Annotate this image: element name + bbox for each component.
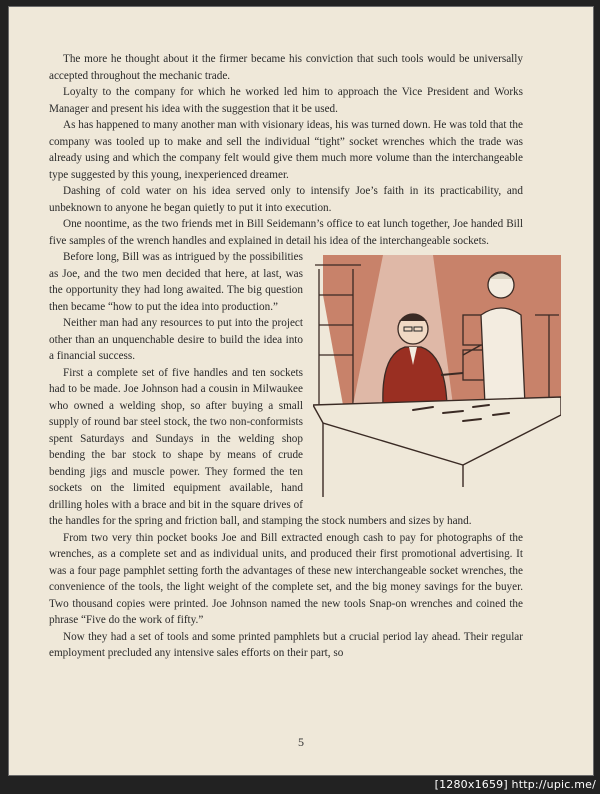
body-text	[49, 51, 523, 662]
paragraph-3: As has happened to many another man with visionary ideas, his was turned down. He was told that the company was tooled up to make and sell the individual “tight” socket wrenches which the trade was already using and which the company felt would give them much more volume than the interchangeable type suggested by this young, inexperienced dreamer.	[49, 119, 523, 181]
paragraph-5: One noontime, as the two friends met in Bill Seidemann’s office to eat lunch together, Joe handed Bill five samples of the wrench handles and explained in detail his idea of the interchangeable sockets.	[49, 218, 523, 247]
paragraph-4: Dashing of cold water on his idea served only to intensify Joe’s faith in its practicability, and unbeknown to anyone he began quietly to put it into execution.	[49, 185, 523, 214]
paragraph-1: The more he thought about it the firmer became his conviction that such tools would be universally accepted throughout the mechanic trade.	[49, 53, 523, 82]
paragraph-2: Loyalty to the company for which he worked led him to approach the Vice President and Works Manager and present his idea with the suggestion that it be used.	[49, 86, 523, 115]
book-page	[8, 6, 594, 776]
page-number: 5	[298, 735, 304, 749]
paragraph-10: Now they had a set of tools and some printed pamphlets but a crucial period lay ahead. Their regular employment precluded any intensive sales efforts on their part, so	[49, 630, 523, 659]
paragraph-6: Before long, Bill was as intrigued by the possibilities as Joe, and the two men decided that here, at last, was the opportunity they had long awaited. The big question then became “how to put the idea into production.”	[49, 251, 303, 313]
illustration-svg	[313, 255, 561, 497]
paragraph-7: Neither man had any resources to put into the project other than an unquenchable desire to build the idea into a financial success.	[49, 317, 303, 362]
paragraph-8: First a complete set of five handles and ten sockets had to be made. Joe Johnson had a cousin in Milwaukee who owned a welding shop, so after buying a small supply of round bar steel stock, the two non-conformists spent Saturdays and Sundays in the welding shop bending the bar stock to shape by means of crude bending jigs and muscle power. They formed the ten sockets on the limited equipment available, hand drilling holes with a brace and bit in the square drives of the handles for the spring and friction ball, and stamping the stock numbers and sizes by hand.	[49, 366, 472, 527]
paragraph-9: From two very thin pocket books Joe and Bill extracted enough cash to pay for photographs of the wrenches, as a complete set and as individual units, and produced their first promotional advertising. It was a four page pamphlet setting forth the advantages of these new interchangeable socket wrenches, the convenience of the tools, the light weight of the complete set, and the big money savings for the buyer. Two thousand copies were printed. Joe Johnson named the new tools Snap-on wrenches and coined the phrase “Five do the work of fifty.”	[49, 531, 523, 626]
watermark-text: [1280x1659] http://upic.me/	[434, 778, 596, 791]
illustration-two-men-with-wrenches	[313, 255, 561, 497]
